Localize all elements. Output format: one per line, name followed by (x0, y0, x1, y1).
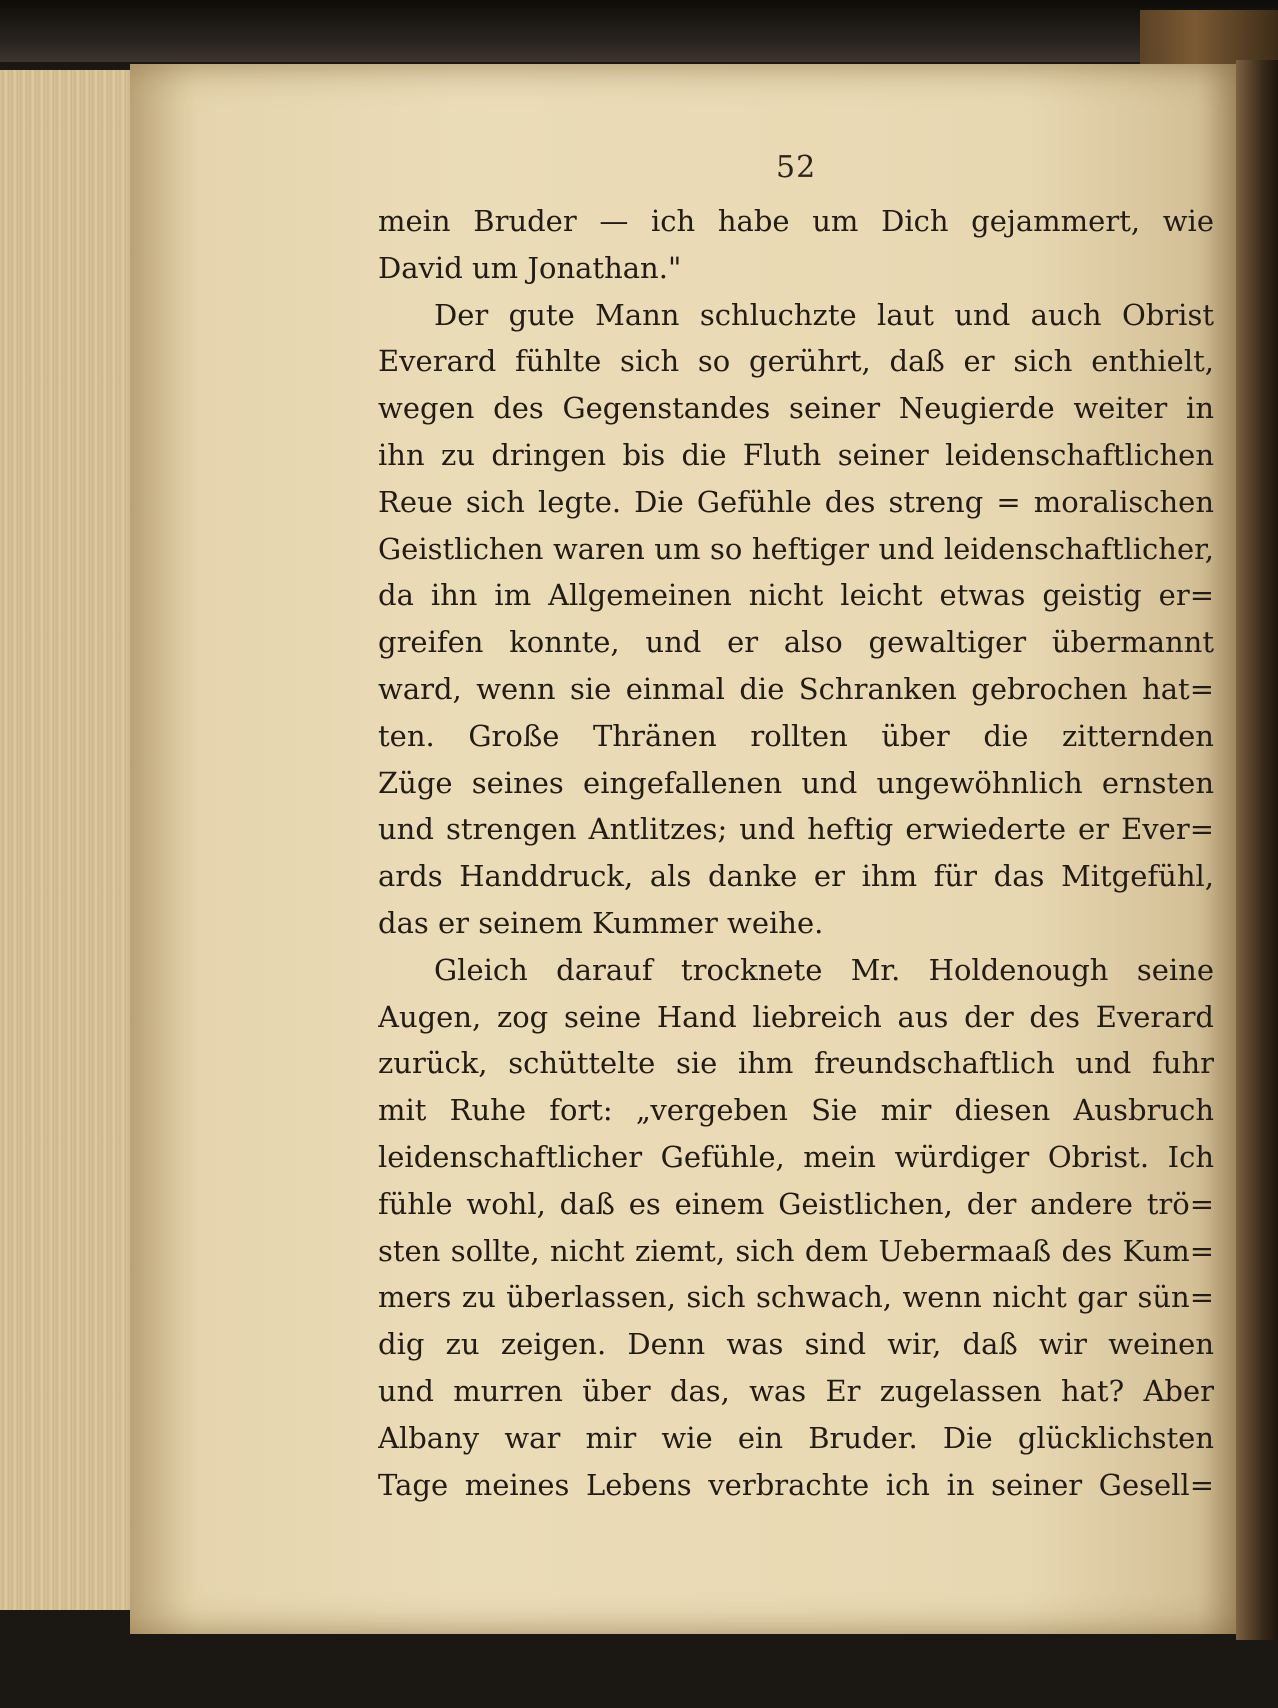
text-line: mein Bruder — ich habe um Dich gejammert, wie (378, 204, 1214, 238)
text-line: fühle wohl, daß es einem Geistlichen, der andere trö= (378, 1186, 1214, 1221)
text-line: mit Ruhe fort: „vergeben Sie mir diesen Ausbruch (378, 1093, 1214, 1128)
text-line: Tage meines Lebens verbrachte ich in seiner Gesell= (378, 1467, 1214, 1502)
text-line: Züge seines eingefallenen und ungewöhnlich ernsten (378, 765, 1214, 800)
text-line: Augen, zog seine Hand liebreich aus der des Everard (378, 999, 1214, 1034)
text-line: und strengen Antlitzes; und heftig erwiederte er Ever= (378, 812, 1214, 847)
text-line: ten. Große Thränen rollten über die zitternden (378, 718, 1214, 753)
text-line: Reue sich legte. Die Gefühle des streng = moralischen (378, 484, 1214, 519)
text-line: Everard fühlte sich so gerührt, daß er sich enthielt, (378, 344, 1214, 379)
page-number: 52 (776, 150, 817, 185)
page-gutter (1236, 60, 1278, 1640)
text-line: ward, wenn sie einmal die Schranken gebrochen hat= (378, 671, 1214, 706)
text-line: sten sollte, nicht ziemt, sich dem Uebermaaß des Kum= (378, 1233, 1214, 1268)
text-line: greifen konnte, und er also gewaltiger übermannt (378, 625, 1214, 660)
text-line: David um Jonathan." (378, 250, 682, 285)
paragraph-start-line: Gleich darauf trocknete Mr. Holdenough seine (434, 952, 1214, 987)
text-line: ihn zu dringen bis die Fluth seiner leidenschaftlichen (378, 437, 1214, 472)
text-line: Albany war mir wie ein Bruder. Die glücklichsten (378, 1420, 1214, 1455)
paragraph-start-line: Der gute Mann schluchzte laut und auch Obrist (434, 297, 1214, 332)
book-cover-edge (0, 0, 1278, 62)
text-line: ards Handdruck, als danke er ihm für das Mitgefühl, (378, 859, 1214, 894)
text-line: leidenschaftlicher Gefühle, mein würdiger Obrist. Ich (378, 1139, 1214, 1174)
text-line: dig zu zeigen. Denn was sind wir, daß wir weinen (378, 1327, 1214, 1362)
text-line: zurück, schüttelte sie ihm freundschaftlich und fuhr (378, 1046, 1214, 1081)
text-line: das er seinem Kummer weihe. (378, 905, 824, 940)
text-line: mers zu überlassen, sich schwach, wenn nicht gar sün= (378, 1280, 1214, 1315)
text-line: wegen des Gegenstandes seiner Neugierde weiter in (378, 391, 1214, 426)
text-line: und murren über das, was Er zugelassen hat? Aber (378, 1373, 1214, 1408)
text-line: Geistlichen waren um so heftiger und leidenschaftlicher, (378, 531, 1214, 566)
text-line: da ihn im Allgemeinen nicht leicht etwas geistig er= (378, 578, 1214, 613)
page-text (378, 198, 1214, 1508)
